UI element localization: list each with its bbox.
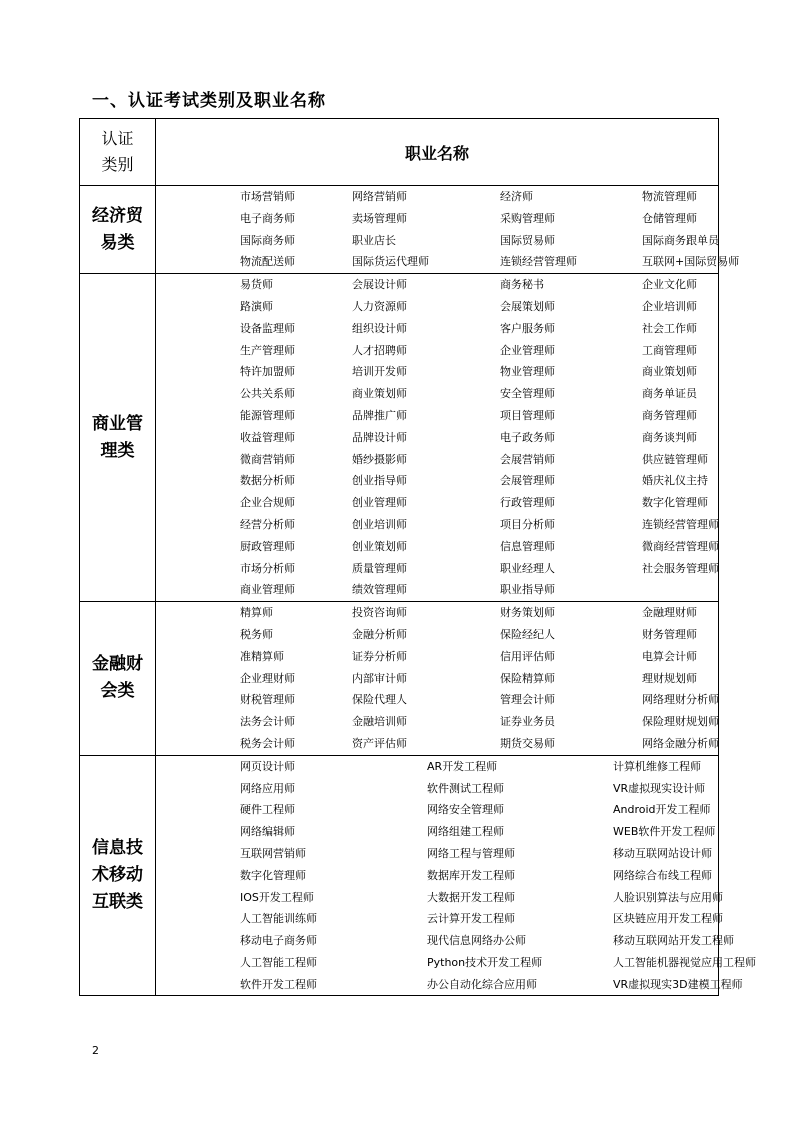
- job-title: 数据分析师: [240, 474, 295, 488]
- job-title: 人力资源师: [352, 299, 407, 313]
- jobs-cell: [156, 755, 756, 996]
- job-title: 软件开发工程师: [240, 977, 317, 991]
- job-title: 网络安全管理师: [427, 803, 504, 817]
- job-title: 数据库开发工程师: [427, 868, 515, 882]
- job-title: 人才招聘师: [352, 343, 407, 357]
- category-cell: [80, 274, 156, 602]
- job-title: 金融培训师: [352, 715, 407, 729]
- job-title: 绩效管理师: [352, 583, 407, 597]
- job-title: 管理会计师: [500, 693, 555, 707]
- certification-table: [79, 118, 756, 996]
- job-title: 企业文化师: [642, 278, 697, 292]
- job-title: 会展管理师: [500, 474, 555, 488]
- job-title: 商务谈判师: [642, 430, 697, 444]
- job-title: 网络组建工程师: [427, 825, 504, 839]
- job-title: 能源管理师: [240, 408, 295, 422]
- job-title: 设备监理师: [240, 321, 295, 335]
- job-title: 移动互联网站开发工程师: [613, 934, 734, 948]
- job-title: 商业管理师: [240, 583, 295, 597]
- job-title: 职业经理人: [500, 561, 555, 575]
- job-title: Python技术开发工程师: [427, 955, 543, 969]
- job-title: 会展设计师: [352, 278, 407, 292]
- job-title: 社会服务管理师: [642, 561, 719, 575]
- job-title: 数字化管理师: [642, 496, 708, 510]
- job-title: 网络应用师: [240, 781, 295, 795]
- job-title: 信息管理师: [500, 539, 555, 553]
- job-title: 经济师: [500, 190, 533, 203]
- job-title: 行政管理师: [500, 496, 555, 510]
- job-title: 供应链管理师: [642, 452, 708, 466]
- job-title: 保险理财规划师: [642, 715, 719, 729]
- job-title: 物业管理师: [500, 365, 555, 379]
- job-title: 网络理财分析师: [642, 693, 719, 707]
- job-title: 婚庆礼仪主持: [642, 474, 708, 488]
- job-title: 大数据开发工程师: [427, 890, 515, 904]
- job-title: 硬件工程师: [240, 803, 295, 817]
- category-cell: [80, 602, 156, 756]
- job-title: 公共关系师: [240, 387, 295, 401]
- job-title: 金融理财师: [642, 606, 697, 620]
- job-title: AR开发工程师: [427, 759, 498, 773]
- job-title: 软件测试工程师: [427, 781, 504, 795]
- job-title: 工商管理师: [642, 343, 697, 357]
- job-title: 移动电子商务师: [240, 934, 317, 948]
- job-title: 职业指导师: [500, 583, 555, 597]
- section-row: [80, 186, 719, 274]
- job-title: 保险经纪人: [500, 627, 555, 641]
- job-title: 现代信息网络办公师: [427, 934, 526, 948]
- job-grid: [156, 186, 740, 273]
- job-title: VR虚拟现实设计师: [613, 781, 706, 795]
- job-title: 生产管理师: [240, 343, 295, 357]
- section-row: [80, 274, 719, 602]
- header-title-cell: [156, 119, 719, 186]
- job-title: 理财规划师: [642, 671, 697, 685]
- job-title: 微商营销师: [240, 452, 295, 466]
- job-title: 项目分析师: [500, 517, 555, 531]
- job-title: 金融分析师: [352, 627, 407, 641]
- jobs-cell: [156, 274, 719, 602]
- job-title: 仓储管理师: [642, 211, 697, 225]
- job-title: 人工智能机器视觉应用工程师: [613, 955, 756, 969]
- job-title: [642, 579, 719, 601]
- job-title: 组织设计师: [352, 321, 407, 335]
- jobs-cell: [156, 602, 719, 756]
- job-title: 厨政管理师: [240, 539, 295, 553]
- job-title: 电子商务师: [240, 211, 295, 225]
- job-title: 培训开发师: [352, 365, 407, 379]
- category-label: 商业管理类: [92, 413, 143, 461]
- category-label: 信息技术移动互联类: [92, 838, 143, 913]
- job-title: 企业管理师: [500, 343, 555, 357]
- job-title: 采购管理师: [500, 211, 555, 225]
- job-title: 物流配送师: [240, 255, 295, 269]
- job-title: 客户服务师: [500, 321, 555, 335]
- category-label: 经济贸易类: [92, 205, 143, 253]
- header-category-label: 认证类别: [101, 129, 134, 174]
- job-title: 电算会计师: [642, 649, 697, 663]
- job-title: 人脸识别算法与应用师: [613, 890, 723, 904]
- job-title: 精算师: [240, 606, 273, 620]
- job-title: 资产评估师: [352, 736, 407, 750]
- job-title: 商务管理师: [642, 408, 697, 422]
- job-title: 品牌推广师: [352, 408, 407, 422]
- job-title: 创业策划师: [352, 539, 407, 553]
- job-title: 准精算师: [240, 649, 284, 663]
- job-title: WEB软件开发工程师: [613, 825, 716, 839]
- job-title: 计算机维修工程师: [613, 759, 701, 773]
- job-title: 保险精算师: [500, 671, 555, 685]
- job-title: 企业理财师: [240, 671, 295, 685]
- job-title: 经营分析师: [240, 517, 295, 531]
- job-title: 期货交易师: [500, 736, 555, 750]
- job-title: 财务策划师: [500, 606, 555, 620]
- section-row: [80, 755, 719, 996]
- job-title: 网络金融分析师: [642, 736, 719, 750]
- category-cell: [80, 186, 156, 274]
- job-title: 网络综合布线工程师: [613, 868, 712, 882]
- job-title: 证券分析师: [352, 649, 407, 663]
- job-title: 互联网+国际贸易师: [642, 255, 740, 269]
- jobs-cell: [156, 186, 740, 274]
- job-title: 财税管理师: [240, 693, 295, 707]
- job-grid: [156, 602, 718, 755]
- job-title: 税务师: [240, 627, 273, 641]
- job-title: 国际商务师: [240, 233, 295, 247]
- job-title: 电子政务师: [500, 430, 555, 444]
- header-category-cell: [80, 119, 156, 186]
- job-title: 办公自动化综合应用师: [427, 977, 537, 991]
- job-title: 物流管理师: [642, 190, 697, 203]
- job-title: 易货师: [240, 278, 273, 292]
- job-title: 网络编辑师: [240, 825, 295, 839]
- job-title: 企业合规师: [240, 496, 295, 510]
- job-title: 互联网营销师: [240, 846, 306, 860]
- job-title: 人工智能训练师: [240, 912, 317, 926]
- job-title: Android开发工程师: [613, 803, 711, 817]
- job-title: 网页设计师: [240, 759, 295, 773]
- category-cell: [80, 755, 156, 996]
- table-header-row: [80, 119, 719, 186]
- job-title: 项目管理师: [500, 408, 555, 422]
- job-title: 商务单证员: [642, 387, 697, 401]
- job-title: 法务会计师: [240, 715, 295, 729]
- job-title: 国际贸易师: [500, 233, 555, 247]
- job-title: VR虚拟现实3D建模工程师: [613, 977, 743, 991]
- job-title: 数字化管理师: [240, 868, 306, 882]
- job-title: 网络工程与管理师: [427, 846, 515, 860]
- job-title: 云计算开发工程师: [427, 912, 515, 926]
- job-title: 商业策划师: [352, 387, 407, 401]
- job-title: 会展策划师: [500, 299, 555, 313]
- job-title: 信用评估师: [500, 649, 555, 663]
- section-heading: 一、认证考试类别及职业名称: [92, 91, 326, 111]
- job-title: 品牌设计师: [352, 430, 407, 444]
- job-title: 保险代理人: [352, 693, 407, 707]
- job-title: 区块链应用开发工程师: [613, 912, 723, 926]
- job-grid: [156, 756, 756, 996]
- job-title: 移动互联网站设计师: [613, 846, 712, 860]
- job-grid: [156, 274, 718, 601]
- job-title: 质量管理师: [352, 561, 407, 575]
- job-title: 国际商务跟单员: [642, 233, 719, 247]
- job-title: 婚纱摄影师: [352, 452, 407, 466]
- job-title: 卖场管理师: [352, 211, 407, 225]
- job-title: 会展营销师: [500, 452, 555, 466]
- job-title: 内部审计师: [352, 671, 407, 685]
- job-title: 连锁经营管理师: [500, 255, 577, 269]
- job-title: IOS开发工程师: [240, 890, 314, 904]
- header-title-label: 职业名称: [404, 143, 469, 163]
- job-title: 国际货运代理师: [352, 255, 429, 269]
- job-title: 市场分析师: [240, 561, 295, 575]
- page-number: 2: [92, 1044, 99, 1057]
- job-title: 企业培训师: [642, 299, 697, 313]
- job-title: 路演师: [240, 299, 273, 313]
- job-title: 微商经营管理师: [642, 539, 719, 553]
- job-title: 市场营销师: [240, 190, 295, 203]
- job-title: 安全管理师: [500, 387, 555, 401]
- job-title: 证券业务员: [500, 715, 555, 729]
- job-title: 社会工作师: [642, 321, 697, 335]
- job-title: 创业培训师: [352, 517, 407, 531]
- job-title: 收益管理师: [240, 430, 295, 444]
- job-title: 商务秘书: [500, 278, 544, 292]
- job-title: 创业指导师: [352, 474, 407, 488]
- job-title: 职业店长: [352, 233, 396, 247]
- job-title: 创业管理师: [352, 496, 407, 510]
- job-title: 网络营销师: [352, 190, 407, 203]
- job-title: 税务会计师: [240, 736, 295, 750]
- job-title: 财务管理师: [642, 627, 697, 641]
- job-title: 人工智能工程师: [240, 955, 317, 969]
- job-title: 连锁经营管理师: [642, 517, 719, 531]
- category-label: 金融财会类: [92, 654, 143, 702]
- job-title: 特许加盟师: [240, 365, 295, 379]
- section-row: [80, 602, 719, 756]
- job-title: 商业策划师: [642, 365, 697, 379]
- job-title: 投资咨询师: [352, 606, 407, 620]
